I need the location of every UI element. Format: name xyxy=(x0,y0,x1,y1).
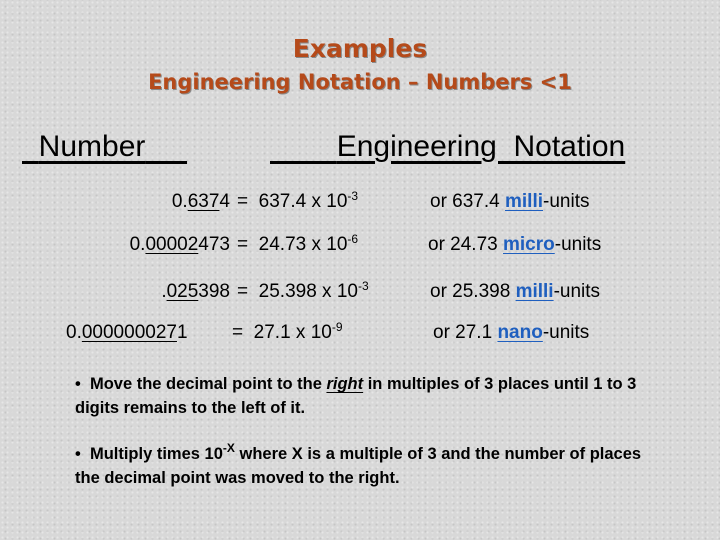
row-3-units: or 25.398 milli-units xyxy=(430,281,601,302)
row-2-units: or 24.73 micro-units xyxy=(428,234,602,255)
row-2-equation: = 24.73 x $10^{-6}$ xyxy=(237,232,359,255)
header-number: Number xyxy=(38,130,146,163)
row-1-equation: = 637.4 x $10^{-3}$ xyxy=(237,189,359,212)
page-title: Examples xyxy=(292,34,428,63)
bullet-multiply: • Multiply times $10^{-X}$ where X is a multiple of 3 and the number of places the decimal point was moved to the right. xyxy=(75,441,642,487)
header-engineering-notation: Engineering Notation xyxy=(336,130,626,163)
row-2-number: 0.00002473 xyxy=(129,234,230,255)
bullet-move-decimal: • Move the decimal point to the right in multiples of 3 places until 1 to 3 digits remains to the left of it. xyxy=(75,375,637,417)
row-3-number: .025398 xyxy=(161,281,230,302)
row-4-number: 0.0000000271 xyxy=(66,322,188,343)
row-1-number: 0.6374 xyxy=(171,191,230,212)
page-subtitle: Engineering Notation – Numbers <1 xyxy=(148,70,572,94)
row-3-equation: = 25.398 x $10^{-3}$ xyxy=(237,279,369,302)
row-1-units: or 637.4 milli-units xyxy=(430,191,590,212)
row-4-equation: = 27.1 x $10^{-9}$ xyxy=(232,320,343,343)
row-4-units: or 27.1 nano-units xyxy=(433,322,590,343)
